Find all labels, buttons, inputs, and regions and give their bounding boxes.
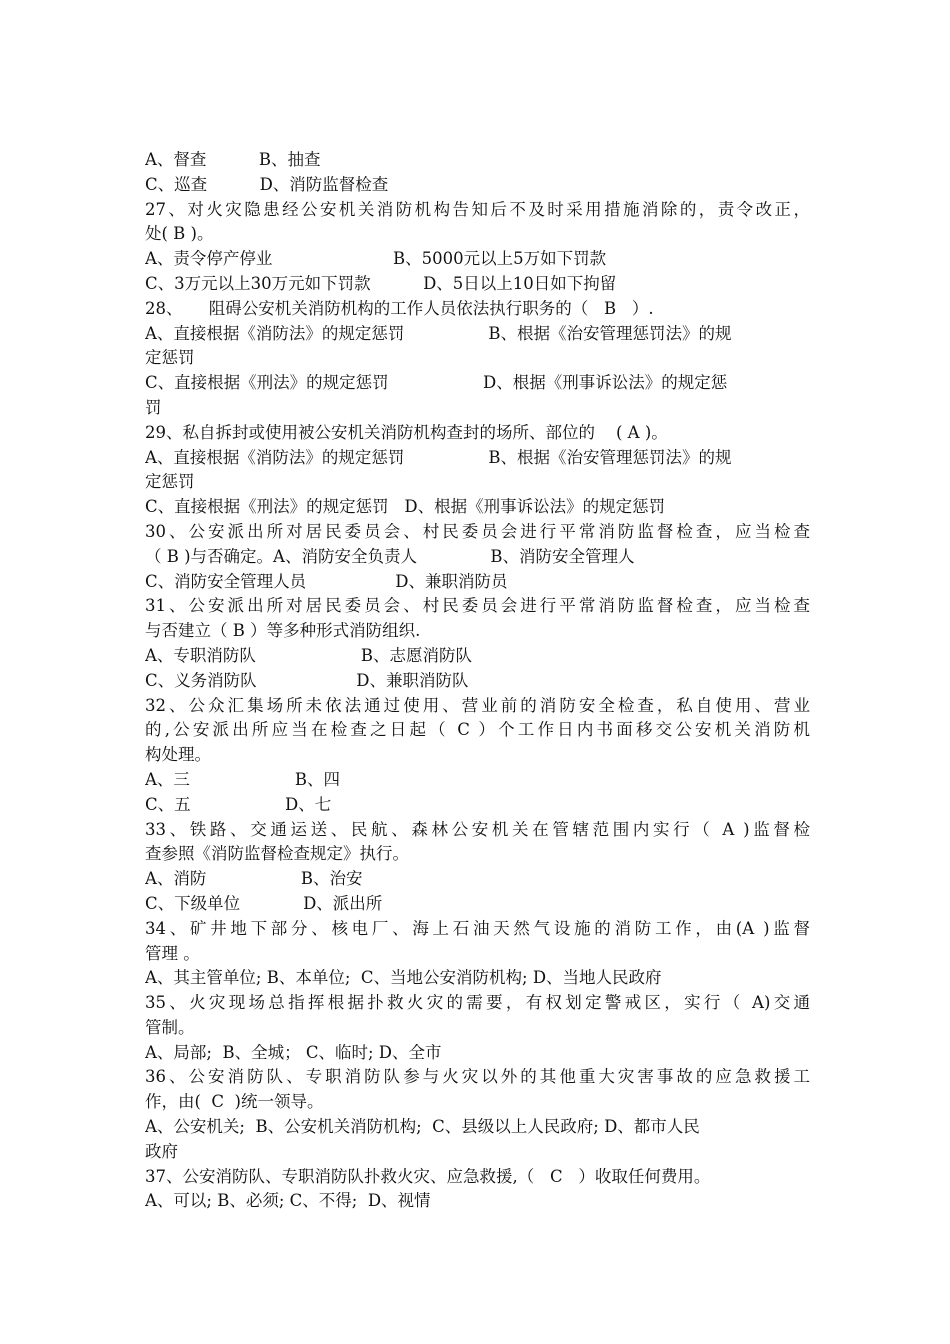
text-line: 31、公安派出所对居民委员会、村民委员会进行平常消防监督检查，应当检查 <box>145 596 810 616</box>
text-line: A、其主管单位; B、本单位; C、当地公安消防机构; D、当地人民政府 <box>145 968 662 988</box>
text-line: A、直接根据《消防法》的规定惩罚 B、根据《治安管理惩罚法》的规 <box>145 323 732 343</box>
text-line: 30、公安派出所对居民委员会、村民委员会进行平常消防监督检查，应当检查 <box>145 521 810 541</box>
text-line: A、公安机关; B、公安机关消防机构; C、县级以上人民政府; D、都市人民 <box>145 1117 700 1137</box>
text-line: A、直接根据《消防法》的规定惩罚 B、根据《治安管理惩罚法》的规 <box>145 447 732 467</box>
text-line: 构处理。 <box>145 745 211 765</box>
text-line: 28、 阻碍公安机关消防机构的工作人员依法执行职务的（ B ）. <box>145 298 654 318</box>
text-line: 34、矿井地下部分、核电厂、海上石油天然气设施的消防工作，由(A )监督 <box>145 918 810 938</box>
text-line: A、督查 B、抽查 <box>145 150 321 169</box>
text-line: 管理 。 <box>145 943 200 963</box>
text-line: C、巡查 D、消防监督检查 <box>145 174 389 194</box>
text-line: C、下级单位 D、派出所 <box>145 893 383 913</box>
text-line: 35、火灾现场总指挥根据扑救火灾的需要，有权划定警戒区，实行（ A)交通 <box>145 993 810 1013</box>
text-line: 定惩罚 <box>145 348 195 368</box>
text-line: 处( B )。 <box>145 224 214 244</box>
text-line: 定惩罚 <box>145 472 195 492</box>
text-line: 罚 <box>145 397 162 417</box>
text-line: C、消防安全管理人员 D、兼职消防员 <box>145 571 508 591</box>
text-line: 与否建立（ B ）等多种形式消防组织. <box>145 621 421 641</box>
text-line: 36、公安消防队、专职消防队参与火灾以外的其他重大灾害事故的应急救援工 <box>145 1067 810 1087</box>
text-line: 的,公安派出所应当在检查之日起（ C ）个工作日内书面移交公安机关消防机 <box>145 720 810 740</box>
text-line: A、责令停产停业 B、5000元以上5万如下罚款 <box>145 249 607 269</box>
text-line: 27、对火灾隐患经公安机关消防机构告知后不及时采用措施消除的，责令改正， <box>145 199 810 219</box>
text-line: 33、铁路、交通运送、民航、森林公安机关在管辖范围内实行（ A )监督检 <box>145 819 810 839</box>
text-line: A、可以; B、必须; C、不得; D、视情 <box>145 1191 431 1211</box>
text-line: A、专职消防队 B、志愿消防队 <box>145 645 472 665</box>
text-line: C、义务消防队 D、兼职消防队 <box>145 670 469 690</box>
text-line: 29、私自拆封或使用被公安机关消防机构查封的场所、部位的 ( A )。 <box>145 422 668 442</box>
text-line: A、局部; B、全城； C、临时; D、全市 <box>145 1042 442 1062</box>
text-line: C、五 D、七 <box>145 794 332 814</box>
text-line: C、直接根据《刑法》的规定惩罚 D、根据《刑事诉讼法》的规定惩 <box>145 373 728 393</box>
text-line: （ B )与否确定。A、消防安全负责人 B、消防安全管理人 <box>145 546 635 566</box>
text-line: 管制。 <box>145 1017 195 1037</box>
text-line: A、消防 B、治安 <box>145 869 363 889</box>
text-line: C、直接根据《刑法》的规定惩罚 D、根据《刑事诉讼法》的规定惩罚 <box>145 497 666 517</box>
text-line: 查参照《消防监督检查规定》执行。 <box>145 844 409 864</box>
text-line: 作，由( C )统一领导。 <box>145 1092 324 1112</box>
text-line: A、三 B、四 <box>145 769 340 789</box>
text-line: C、3万元以上30万元如下罚款 D、5日以上10日如下拘留 <box>145 273 617 293</box>
text-line: 政府 <box>145 1141 178 1161</box>
document-page <box>145 148 810 1214</box>
text-line: 37、公安消防队、专职消防队扑救火灾、应急救援,（ C ）收取任何费用。 <box>145 1166 711 1186</box>
text-line: 32、公众汇集场所未依法通过使用、营业前的消防安全检查，私自使用、营业 <box>145 695 810 715</box>
